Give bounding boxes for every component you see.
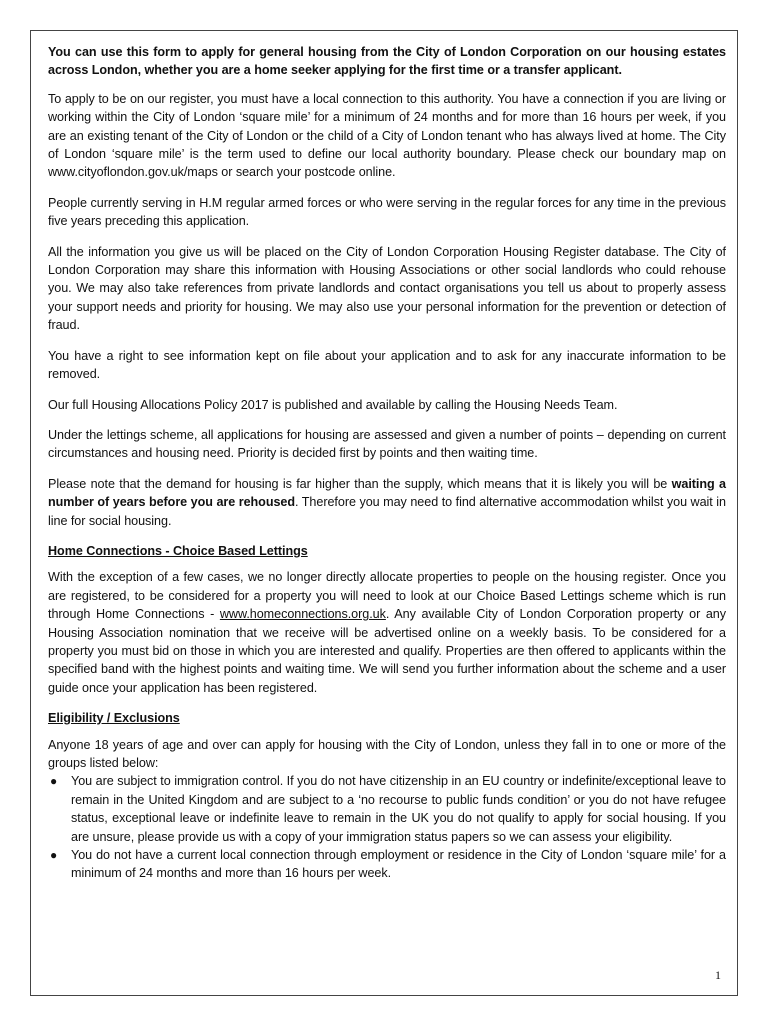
list-item (48, 846, 726, 883)
demand-text-end: . Therefore you may need to find alternative accommodation whilst you wait in line for social housing. (48, 495, 726, 528)
list-item-text: You do not have a current local connection through employment or residence in the City of London ‘square mile’ for a minimum of 24 months and more than 16 hours per week. (71, 848, 726, 881)
list-item-text: You are subject to immigration control. If you do not have citizenship in an EU country or indefinite/exceptional leave to remain in the United Kingdom and are subject to a ‘no recourse to public funds condition’ or you do not have refugee status, exceptional leave or indefinite leave to remain in the UK you do not qualify to apply for social housing. If you are unsure, please provide us with a copy of your immigration status papers so we can assess your eligibility. (71, 774, 726, 844)
home-text-end: . Any available City of London Corporation property or any Housing Association nomination that we receive will be advertised online on a weekly basis. To be considered for a property you must bid on those in which you are interested and qualify. Properties are then offered to applicants within the specified band with the highest points and waiting time. We will send you further information about the scheme and a user guide once your application has been registered. (48, 607, 727, 695)
page-border (30, 30, 738, 996)
information-paragraph: All the information you give us will be placed on the City of London Corporation Housing Register database. The City of London Corporation may share this information with Housing Associations or other social landlords who could rehouse you. We may also take references from private landlords and contact organisations you tell us about to properly assess your support needs and priority for housing. We may also use your personal information for the prevention or detection of fraud. (48, 244, 726, 333)
demand-emphasis: waiting a number of years before you are rehoused (48, 476, 727, 510)
exclusions-list (48, 772, 726, 882)
demand-paragraph (48, 475, 726, 530)
home-text-start: With the exception of a few cases, we no longer directly allocate properties to people on the housing register. Once you are registered, to be considered for a property you will need to look at our Choice Based Lettings scheme which is run through Home Connections - (48, 570, 726, 622)
bullet-icon: ● (50, 774, 58, 789)
forces-paragraph: People currently serving in H.M regular armed forces or who were serving in the regular forces for any time in the previous five years preceding this application. (48, 195, 726, 229)
lettings-paragraph: Under the lettings scheme, all applications for housing are assessed and given a number of points – depending on current circumstances and housing need. Priority is decided first by points and then waiting time. (48, 427, 726, 461)
connection-paragraph: To apply to be on our register, you must have a local connection to this authority. You have a connection if you are living or working within the City of London ‘square mile’ for a minimum of 24 months and for more than 16 hours per week, if you are an existing tenant of the City of London or the child of a City of London tenant who has always lived at home. The City of London ‘square mile’ is the term used to define our local authority boundary. Please check our boundary map on www.cityoflondon.gov.uk/maps or search your postcode online. (48, 91, 726, 180)
list-item (48, 772, 726, 846)
bullet-icon: ● (50, 848, 58, 863)
policy-paragraph: Our full Housing Allocations Policy 2017 is published and available by calling the Housing Needs Team. (48, 397, 618, 412)
document-body (48, 43, 726, 883)
eligibility-paragraph: Anyone 18 years of age and over can apply for housing with the City of London, unless they fall in to one or more of the groups listed below: (48, 737, 726, 770)
page-number: 1 (715, 968, 721, 982)
home-connections-heading: Home Connections - Choice Based Lettings (48, 543, 308, 558)
homeconnections-link[interactable]: www.homeconnections.org.uk (219, 607, 386, 622)
eligibility-heading: Eligibility / Exclusions (48, 711, 180, 726)
home-connections-paragraph (48, 568, 726, 697)
rights-paragraph: You have a right to see information kept on file about your application and to ask for any inaccurate information to be removed. (48, 348, 726, 382)
demand-text-start: Please note that the demand for housing is far higher than the supply, which means that it is likely you will be (48, 476, 672, 491)
intro-paragraph: You can use this form to apply for general housing from the City of London Corporation on our housing estates across London, whether you are a home seeker applying for the first time or a transfer applicant. (48, 45, 726, 78)
